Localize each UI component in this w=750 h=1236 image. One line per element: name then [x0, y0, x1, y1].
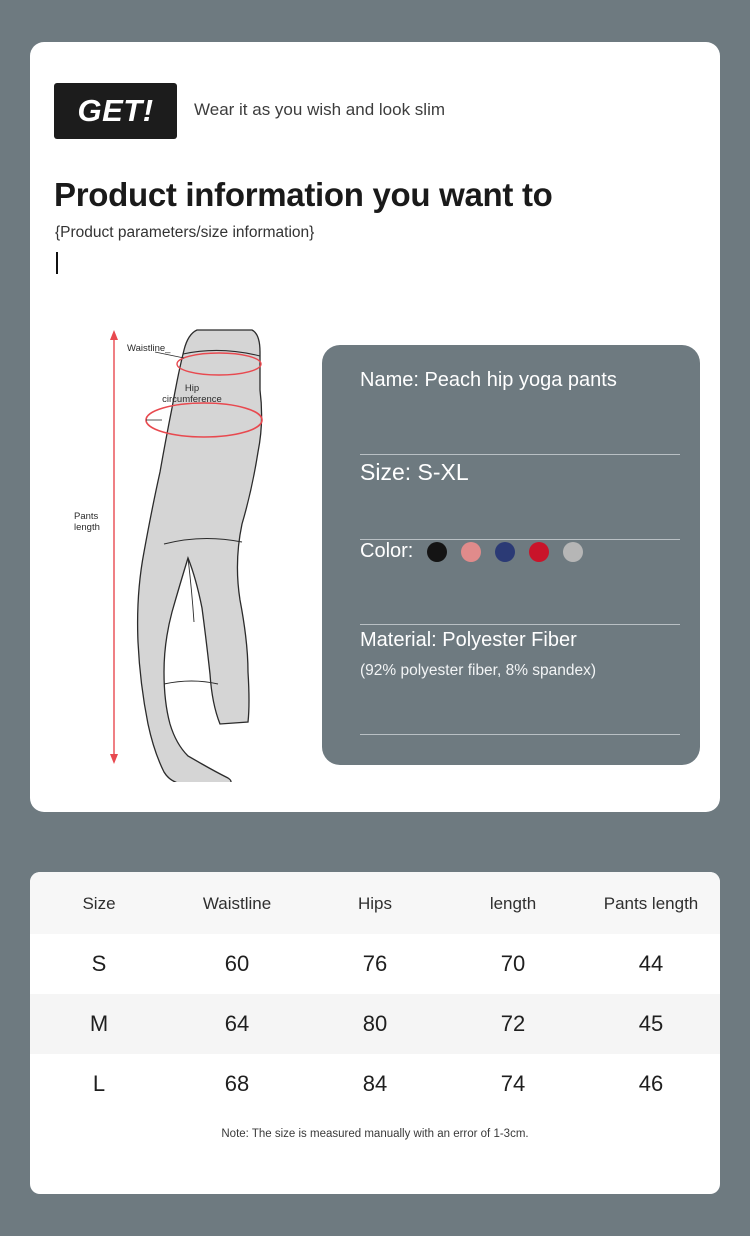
table-cell: 72 — [500, 1011, 526, 1036]
table-cell: 80 — [362, 1011, 388, 1036]
table-cell: 68 — [224, 1071, 250, 1096]
color-swatch-black[interactable] — [427, 542, 447, 562]
table-header-cell: Hips — [306, 872, 444, 934]
color-swatch-red[interactable] — [529, 542, 549, 562]
size-table-note: Note: The size is measured manually with an error of 1-3cm. — [221, 1128, 529, 1140]
table-header-cell: Size — [30, 872, 168, 934]
color-swatch-navy[interactable] — [495, 542, 515, 562]
material-text: Material: Polyester Fiber — [360, 629, 577, 651]
table-cell: 70 — [500, 951, 526, 976]
color-label: Color: — [360, 540, 414, 562]
size-table-card — [30, 872, 720, 1194]
table-cell: 60 — [224, 951, 250, 976]
table-cell: 64 — [224, 1011, 250, 1036]
table-row — [30, 994, 720, 1054]
spec-row-name — [360, 365, 680, 455]
table-header-row — [30, 872, 720, 934]
table-header-cell: length — [444, 872, 582, 934]
table-cell: L — [92, 1071, 106, 1096]
table-header-cell: Pants length — [582, 872, 720, 934]
spec-panel — [322, 345, 700, 765]
table-cell: 46 — [638, 1071, 664, 1096]
color-swatch-gray[interactable] — [563, 542, 583, 562]
table-cell: S — [91, 951, 107, 976]
page-title: Product information you want to — [54, 176, 553, 213]
spec-row-color — [360, 540, 680, 625]
spec-row-size — [360, 455, 680, 540]
table-cell: 45 — [638, 1011, 664, 1036]
subtitle-text: {Product parameters/size information} — [55, 224, 315, 241]
table-cell: 74 — [500, 1071, 526, 1096]
material-composition-text: (92% polyester fiber, 8% spandex) — [360, 662, 597, 679]
spec-row-material — [360, 625, 680, 735]
product-size-text: Size: S-XL — [360, 459, 469, 485]
size-table — [30, 872, 720, 1114]
text-caret — [56, 252, 58, 274]
measurement-diagram — [52, 312, 322, 782]
table-cell: 84 — [362, 1071, 388, 1096]
get-badge — [54, 83, 177, 139]
table-row — [30, 934, 720, 994]
product-info-card — [30, 42, 720, 812]
table-cell: 76 — [362, 951, 388, 976]
waistline-label: Waistline_ — [127, 343, 171, 354]
get-badge-label: GET! — [77, 93, 154, 128]
tagline-text: Wear it as you wish and look slim — [194, 100, 446, 119]
size-table-head — [30, 872, 720, 934]
color-swatch-row — [360, 540, 680, 563]
product-name-text: Name: Peach hip yoga pants — [360, 369, 617, 391]
table-header-cell: Waistline — [168, 872, 306, 934]
color-swatch-pink[interactable] — [461, 542, 481, 562]
size-table-body — [30, 934, 720, 1114]
table-row — [30, 1054, 720, 1114]
pants-length-label: Pants length — [74, 511, 100, 533]
table-cell: M — [89, 1011, 109, 1036]
hip-circumference-label: Hip circumference — [162, 383, 222, 405]
table-cell: 44 — [638, 951, 664, 976]
